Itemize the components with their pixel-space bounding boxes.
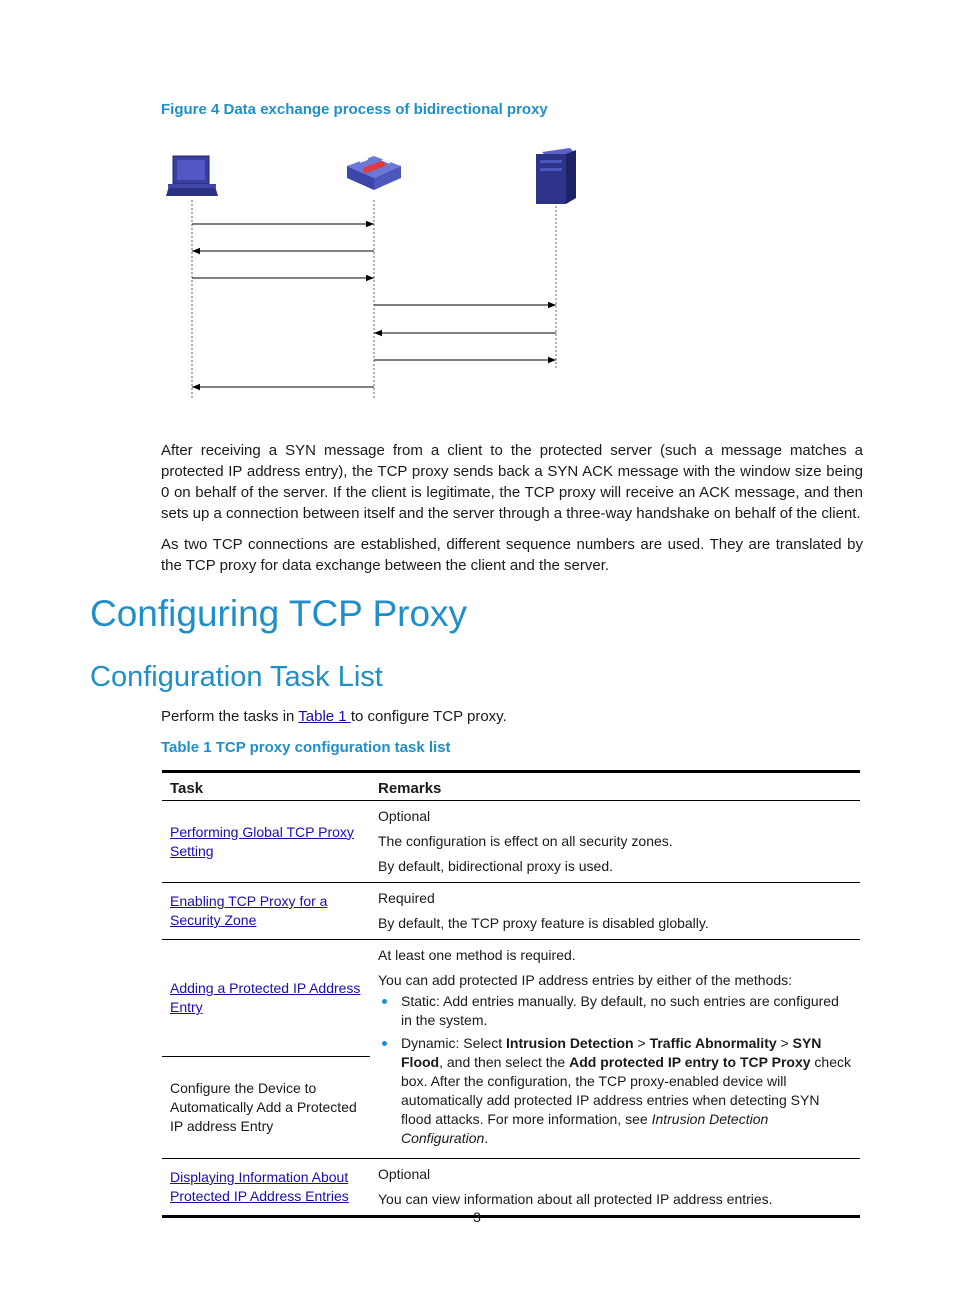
- remark-text: At least one method is required.: [378, 947, 576, 963]
- method-dynamic: Dynamic: Select Intrusion Detection > Traffic Abnormality > SYN Flood, and then select the Add protected IP entry to TCP Proxy check box. After the configuration, the TCP proxy-enabled device will automatically add protected IP address entries when detecting SYN flood attacks. For more information, see Intrusion Detection Configuration.: [401, 1035, 851, 1146]
- body-paragraph: After receiving a SYN message from a client to the protected server (such a message matches a protected IP address entry), the TCP proxy sends back a SYN ACK message with the window size being 0 on behalf of the server. If the client is legitimate, the TCP proxy will receive an ACK message, and then sets up a connection between itself and the server through a three-way handshake on behalf of the client.: [161, 442, 863, 522]
- task-link-add-protected-ip[interactable]: Adding a Protected IP Address Entry: [170, 980, 361, 1015]
- intro-before: Perform the tasks in: [161, 708, 299, 725]
- table-row: [162, 1159, 860, 1217]
- section-heading: Configuring TCP Proxy: [90, 593, 468, 634]
- remark-text: You can view information about all protected IP address entries.: [378, 1191, 773, 1207]
- column-header-task: Task: [162, 772, 370, 801]
- table-caption: Table 1 TCP proxy configuration task list: [161, 739, 451, 756]
- subsection-heading: Configuration Task List: [90, 661, 383, 693]
- task-link-display-info[interactable]: Displaying Information About Protected IP Address Entries: [170, 1169, 349, 1204]
- remark-text: Optional: [378, 1166, 431, 1182]
- task-table: [162, 770, 860, 1218]
- remark-text: You can add protected IP address entries by either of the methods:: [378, 972, 793, 988]
- intro-text: [161, 708, 507, 725]
- intro-after: to configure TCP proxy.: [350, 708, 507, 725]
- page-number: 3: [473, 1209, 481, 1225]
- task-text-auto-add: Configure the Device to Automatically Add a Protected IP address Entry: [162, 1057, 370, 1159]
- bidirectional-proxy-diagram: [160, 140, 590, 402]
- remark-text: Required: [378, 890, 435, 906]
- body-paragraph: As two TCP connections are established, different sequence numbers are used. They are translated by the TCP proxy for data exchange between the client and the server.: [161, 536, 863, 574]
- table-row: [162, 883, 860, 940]
- remark-text: Optional: [378, 808, 431, 824]
- task-link-global-setting[interactable]: Performing Global TCP Proxy Setting: [170, 823, 354, 859]
- method-list: [378, 992, 852, 1148]
- table-row: [162, 801, 860, 883]
- column-header-remarks: Remarks: [370, 772, 860, 801]
- server-icon: [536, 148, 576, 204]
- task-link-security-zone[interactable]: Enabling TCP Proxy for a Security Zone: [170, 893, 328, 928]
- firewall-icon: [347, 156, 401, 190]
- table-row: [162, 940, 860, 1057]
- method-static: Static: Add entries manually. By default, no such entries are configured in the system.: [401, 992, 852, 1030]
- client-pc-icon: [166, 156, 218, 196]
- table-1-link[interactable]: Table 1: [298, 708, 351, 725]
- figure-caption: Figure 4 Data exchange process of bidirectional proxy: [161, 101, 548, 118]
- remark-text: By default, the TCP proxy feature is disabled globally.: [378, 915, 709, 931]
- remark-text: By default, bidirectional proxy is used.: [378, 858, 614, 874]
- remark-text: The configuration is effect on all security zones.: [378, 833, 673, 849]
